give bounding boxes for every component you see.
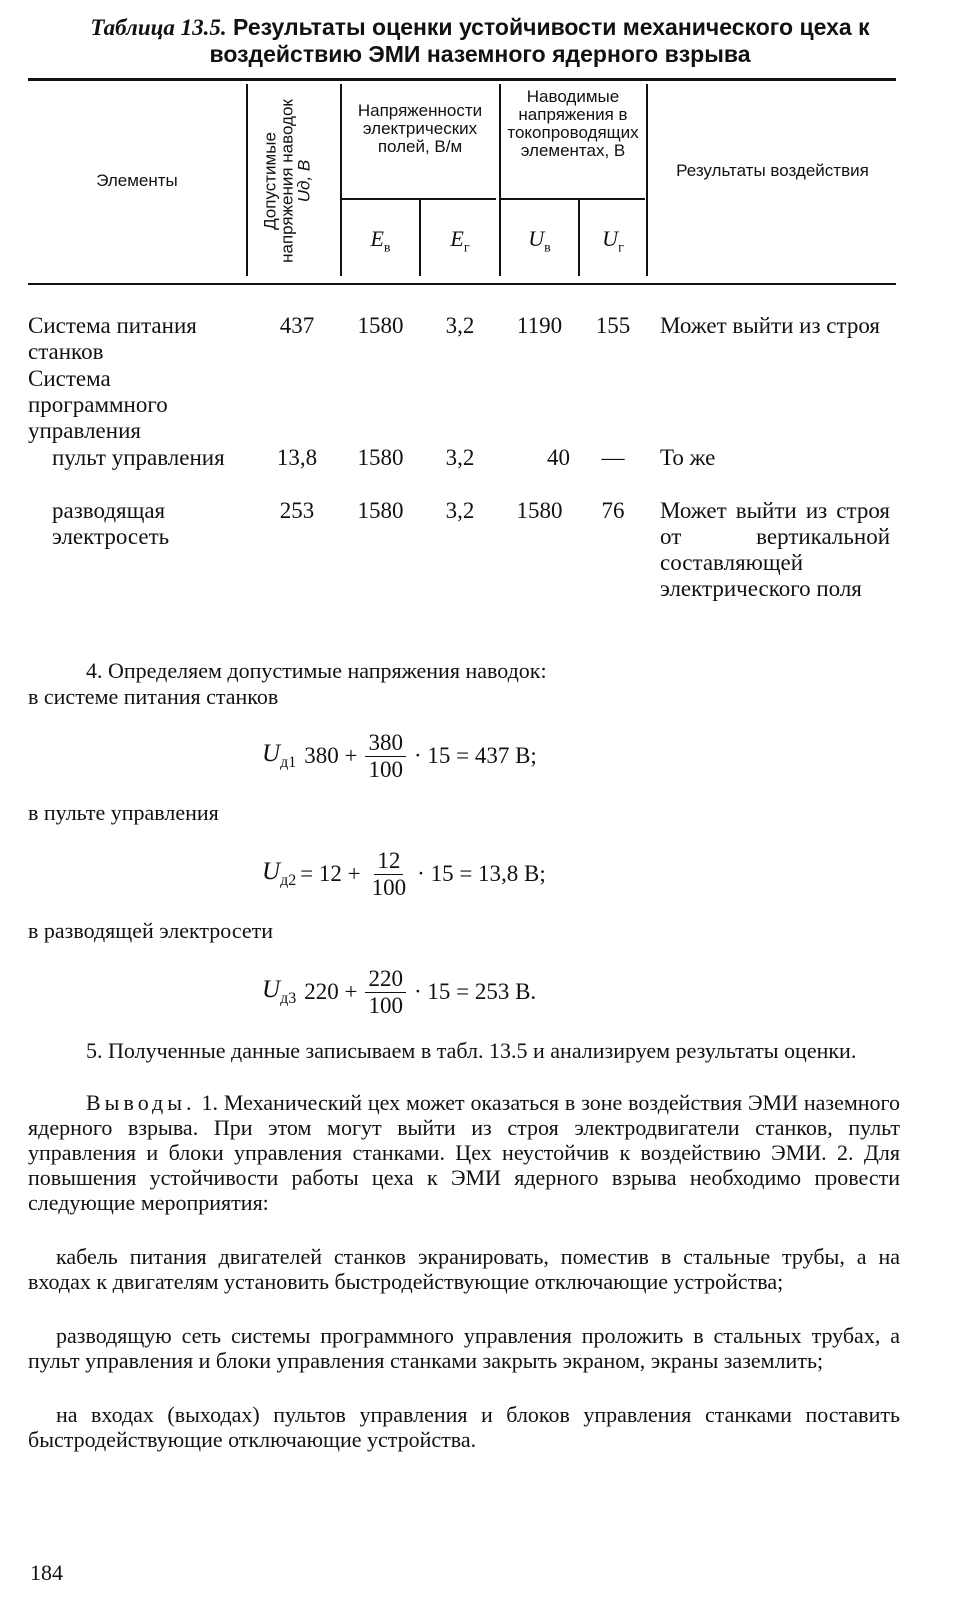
row-ug: 76 [601,498,625,523]
header-allowed-voltage [262,88,312,274]
row-ud: 253 [279,498,315,523]
conclusions-text: 1. Механический цех может оказаться в зоне воздействия ЭМИ наземного ядерного взрыва. При этом могут выйти из строя электродвигатели станков, пульт управления и блоки управления станками. Цех неустойчив к воздействию ЭМИ. 2. Для повышения устойчивости работы цеха к ЭМИ ядерного взрыва необходимо провести следующие мероприятия: [28,1090,901,1215]
conclusions-label: Выводы. [86,1090,196,1115]
paragraph-step5: 5. Полученные данные записываем в табл. 13.5 и анализируем результаты оценки. [86,1038,857,1063]
row-result: То же [660,445,716,470]
row-name: Система питания станков [28,313,197,364]
header-allowed-text: Допустимые напряжения наводок [260,99,297,263]
row-ev: 1580 [357,498,404,523]
formula-ud3: $U_{д3}$ 220 + $\frac{220}{100}$ · 15 = 253 В. [262,965,537,1018]
col-divider [646,84,648,276]
header-results: Результаты воздействия [676,161,869,180]
table-top-rule [28,78,896,81]
page-number: 184 [30,1560,63,1585]
header-induced-v: $U_в$ [528,226,551,256]
header-induced-g: $U_г$ [602,226,624,256]
row-eg: 3,2 [445,498,475,523]
row-eg: 3,2 [445,445,475,470]
row-ev: 1580 [357,313,404,338]
row-result: Может выйти из строя от вертикальной составляющей электрического поля [660,498,890,601]
paragraph-step4-b: в пульте управления [28,800,219,825]
row-eg: 3,2 [445,313,475,338]
table-header-bottom-rule [28,283,896,285]
caption-text: Результаты оценки устойчивости механического цеха к воздействию ЭМИ наземного ядерного взрыва [209,14,870,67]
row-uv: 1190 [516,313,563,338]
row-uv: 40 [547,445,570,470]
paragraph-measure-3: на входах (выходах) пультов управления и блоков управления станками поставить быстродействующие отключающие устройства. [28,1402,900,1452]
formula-ud1: $U_{д1}$ 380 + $\frac{380}{100}$ · 15 = 437 В; [262,729,537,782]
header-elements: Элементы [96,171,178,190]
paragraph-step4-a: в системе питания станков [28,684,279,709]
row-name: Система программного управления [28,366,168,443]
paragraph-measure-1: кабель питания двигателей станков экранировать, поместив в стальные трубы, а на входах к двигателям установить быстродействующие отключающие устройства; [28,1244,900,1294]
header-induced-voltage: Наводимые напряжения в токопроводящих элементах, В [507,87,639,160]
paragraph-step4: 4. Определяем допустимые напряжения наводок: [86,658,547,683]
row-ug: — [601,445,625,470]
header-allowed-symbol: Uд, В [294,159,314,203]
header-field-g: $Е_г$ [450,226,470,256]
induced-group-rule [501,198,645,200]
header-field-v: $Е_в$ [370,226,391,256]
row-name: разводящая электросеть [52,498,170,549]
formula-ud2: $U_{д2}$ = 12 + $\frac{12}{100}$ · 15 = 13,8 В; [262,847,546,900]
row-uv: 1580 [516,498,563,523]
table-caption [30,14,930,68]
row-ug: 155 [595,313,631,338]
row-ev: 1580 [357,445,404,470]
paragraph-step4-c: в разводящей электросети [28,918,274,943]
paragraph-measure-2: разводящую сеть системы программного управления проложить в стальных трубах, а пульт управления и блоки управления станками закрыть экраном, экраны заземлить; [28,1323,900,1373]
row-name: пульт управления [52,445,225,470]
row-ud: 437 [279,313,315,338]
header-field-strength: Напряженности электрических полей, В/м [357,101,483,156]
row-result: Может выйти из строя [660,313,880,338]
col-divider [246,84,248,276]
paragraph-conclusions [28,1090,900,1215]
row-ud: 13,8 [276,445,318,470]
caption-label: Таблица 13.5. [90,15,227,40]
